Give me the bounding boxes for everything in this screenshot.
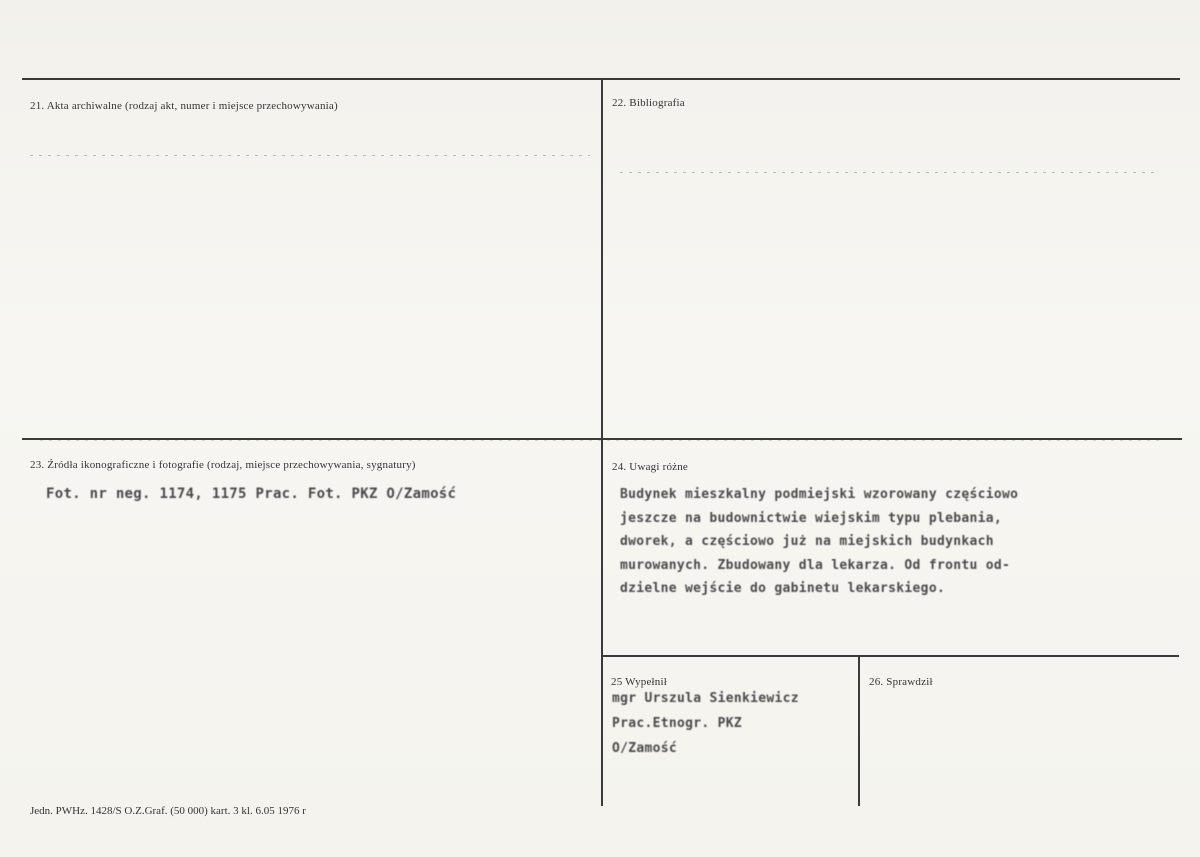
print-footer: Jedn. PWHz. 1428/S O.Z.Graf. (50 000) kart. 3 kl. 6.05 1976 r [30, 805, 306, 817]
center-divider [601, 79, 603, 806]
faint-bleed-line [620, 172, 1160, 173]
field-24-text [620, 483, 1018, 601]
signature-divider [858, 656, 860, 806]
field-22-label: 22. Bibliografia [612, 97, 685, 109]
field-25-line: O/Zamość [612, 741, 678, 756]
field-24-line: murowanych. Zbudowany dla lekarza. Od frontu od- [620, 557, 1011, 573]
faint-bleed-line [40, 440, 1160, 441]
field-25-line: Prac.Etnogr. PKZ [612, 716, 743, 731]
field-24-line: dworek, a częściowo już na miejskich budynkach [620, 534, 994, 549]
middle-rule [22, 438, 1182, 440]
field-25-text [612, 686, 799, 761]
field-24-line: Budynek mieszkalny podmiejski wzorowany częściowo [620, 487, 1019, 502]
field-25-label: 25 Wypełnił [611, 676, 668, 688]
field-24-label: 24. Uwagi różne [612, 461, 689, 473]
field-25-line: mgr Urszula Sienkiewicz [612, 691, 799, 706]
field-26-label: 26. Sprawdził [869, 676, 933, 688]
field-24-line: dzielne wejście do gabinetu lekarskiego. [620, 581, 946, 596]
faint-bleed-line [30, 155, 590, 156]
signature-rule [603, 655, 1179, 657]
field-23-label: 23. Źródła ikonograficzne i fotografie (rodzaj, miejsce przechowywania, sygnatury) [30, 459, 416, 471]
field-24-line: jeszcze na budownictwie wiejskim typu plebania, [620, 510, 1002, 526]
field-21-label: 21. Akta archiwalne (rodzaj akt, numer i miejsce przechowywania) [30, 100, 338, 112]
field-23-value: Fot. nr neg. 1174, 1175 Prac. Fot. PKZ O/Zamość [46, 486, 457, 502]
